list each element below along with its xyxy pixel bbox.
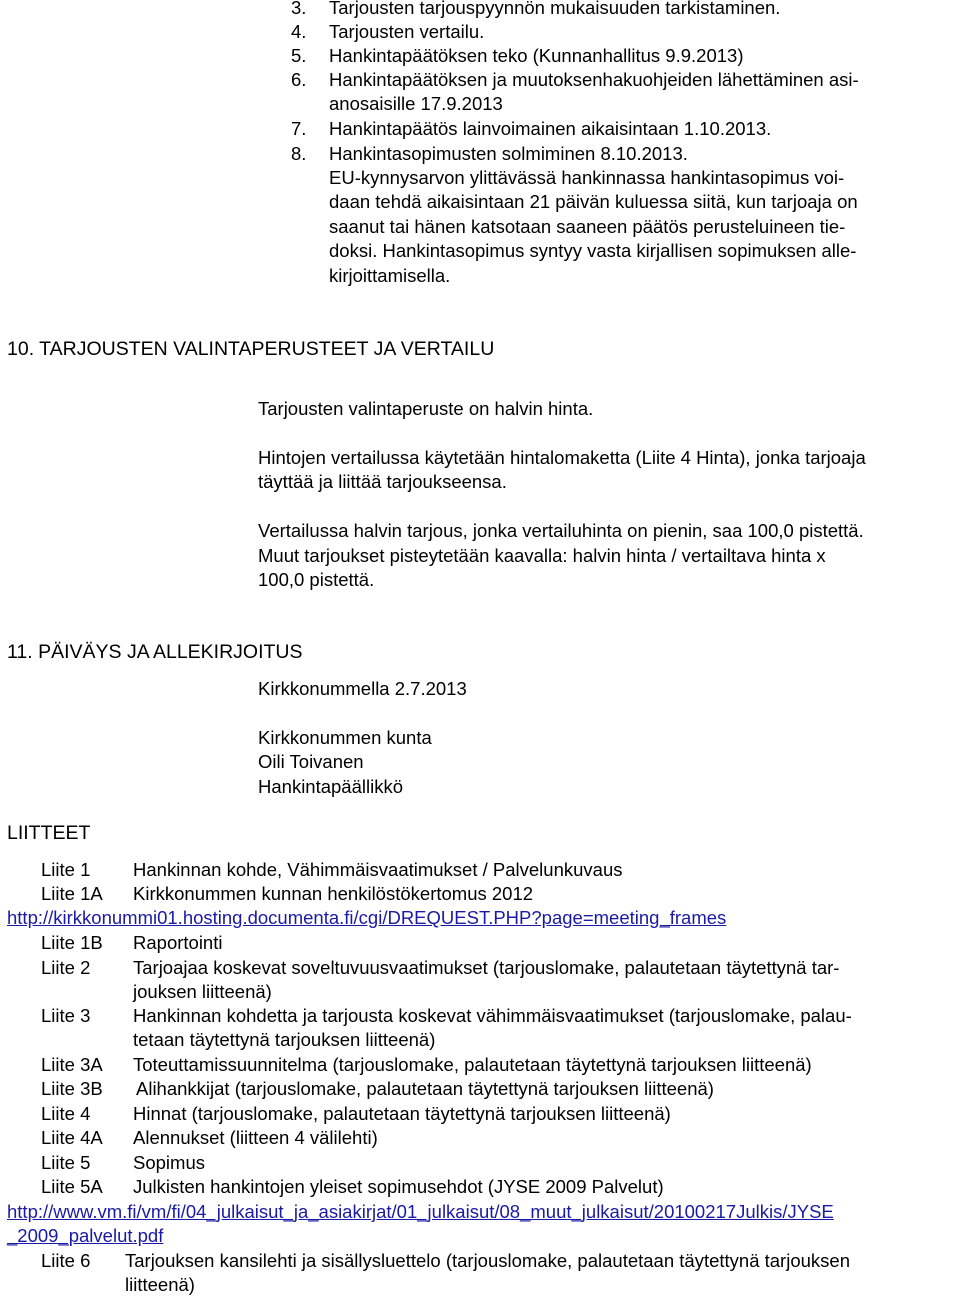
attachment-text: Tarjoajaa koskevat soveltuvuusvaatimukset (tarjouslomake, palautetaan täytettynä tar- <box>133 957 840 978</box>
section-11-heading: 11. PÄIVÄYS JA ALLEKIRJOITUS <box>7 641 303 663</box>
attachment-label: Liite 4 <box>41 1103 91 1124</box>
comparison-text-line: Hintojen vertailussa käytetään hintalomaketta (Liite 4 Hinta), jonka tarjoaja <box>258 447 866 468</box>
step-number: 6. <box>291 69 307 90</box>
documenta-link[interactable]: http://kirkkonummi01.hosting.documenta.fi/cgi/DREQUEST.PHP?page=meeting_frames <box>7 907 727 928</box>
section-10-heading: 10. TARJOUSTEN VALINTAPERUSTEET JA VERTAILU <box>7 338 495 360</box>
step-text: Hankintasopimusten solmiminen 8.10.2013. <box>329 143 688 164</box>
attachment-label: Liite 1A <box>41 883 103 904</box>
attachment-text: Alihankkijat (tarjouslomake, palautetaan täytettynä tarjouksen liitteenä) <box>136 1078 714 1099</box>
step-number: 3. <box>291 0 307 18</box>
signer-organization: Kirkkonummen kunta <box>258 727 432 748</box>
attachment-label: Liite 4A <box>41 1127 103 1148</box>
attachment-text: Tarjouksen kansilehti ja sisällysluettelo (tarjouslomake, palautetaan täytettynä tarjouksen <box>125 1250 850 1271</box>
signer-name: Oili Toivanen <box>258 751 364 772</box>
step-text: Tarjousten vertailu. <box>329 21 485 42</box>
attachment-label: Liite 3A <box>41 1054 103 1075</box>
attachment-text: Julkisten hankintojen yleiset sopimusehdot (JYSE 2009 Palvelut) <box>133 1176 664 1197</box>
attachment-text: Kirkkonummen kunnan henkilöstökertomus 2012 <box>133 883 534 904</box>
attachment-label: Liite 1B <box>41 932 103 953</box>
attachment-label: Liite 3B <box>41 1078 103 1099</box>
attachment-text: Toteuttamissuunnitelma (tarjouslomake, palautetaan täytettynä tarjouksen liitteenä) <box>133 1054 812 1075</box>
attachment-label: Liite 5A <box>41 1176 103 1197</box>
attachment-text: Alennukset (liitteen 4 välilehti) <box>133 1127 378 1148</box>
attachment-text: Raportointi <box>133 932 223 953</box>
note-line: doksi. Hankintasopimus syntyy vasta kirjallisen sopimuksen alle- <box>329 240 857 261</box>
attachment-text: Sopimus <box>133 1152 205 1173</box>
step-text: Hankintapäätöksen ja muutoksenhakuohjeiden lähettäminen asi- <box>329 69 859 90</box>
step-number: 4. <box>291 21 307 42</box>
scoring-text-line: 100,0 pistettä. <box>258 569 375 590</box>
note-line: saanut tai hänen katsotaan saaneen päätös perusteluineen tie- <box>329 216 846 237</box>
attachment-text: jouksen liitteenä) <box>133 981 272 1002</box>
scoring-text-line: Muut tarjoukset pisteytetään kaavalla: halvin hinta / vertailtava hinta x <box>258 545 826 566</box>
attachment-label: Liite 3 <box>41 1005 91 1026</box>
selection-criterion: Tarjousten valintaperuste on halvin hinta. <box>258 398 594 419</box>
signer-title: Hankintapäällikkö <box>258 776 404 797</box>
note-line: EU-kynnysarvon ylittävässä hankinnassa hankintasopimus voi- <box>329 167 845 188</box>
attachment-text: tetaan täytettynä tarjouksen liitteenä) <box>133 1029 436 1050</box>
attachment-text: Hinnat (tarjouslomake, palautetaan täytettynä tarjouksen liitteenä) <box>133 1103 671 1124</box>
step-number: 8. <box>291 143 307 164</box>
place-and-date: Kirkkonummella 2.7.2013 <box>258 678 467 699</box>
step-number: 7. <box>291 118 307 139</box>
attachment-text: Hankinnan kohde, Vähimmäisvaatimukset / Palvelunkuvaus <box>133 859 623 880</box>
attachments-heading: LIITTEET <box>7 822 91 844</box>
attachment-text: Hankinnan kohdetta ja tarjousta koskevat vähimmäisvaatimukset (tarjouslomake, palau- <box>133 1005 852 1026</box>
step-text: anosaisille 17.9.2013 <box>329 93 503 114</box>
attachment-text: liitteenä) <box>125 1274 195 1295</box>
attachment-label: Liite 2 <box>41 957 91 978</box>
step-number: 5. <box>291 45 307 66</box>
step-text: Hankintapäätöksen teko (Kunnanhallitus 9.9.2013) <box>329 45 744 66</box>
jyse-link-continuation[interactable]: _2009_palvelut.pdf <box>7 1225 164 1246</box>
attachment-label: Liite 1 <box>41 859 91 880</box>
attachment-label: Liite 5 <box>41 1152 91 1173</box>
scoring-text-line: Vertailussa halvin tarjous, jonka vertailuhinta on pienin, saa 100,0 pistettä. <box>258 520 864 541</box>
comparison-text-line: täyttää ja liittää tarjoukseensa. <box>258 471 507 492</box>
step-text: Tarjousten tarjouspyynnön mukaisuuden tarkistaminen. <box>329 0 781 18</box>
note-line: daan tehdä aikaisintaan 21 päivän kuluessa siitä, kun tarjoaja on <box>329 191 858 212</box>
note-line: kirjoittamisella. <box>329 265 451 286</box>
step-text: Hankintapäätös lainvoimainen aikaisintaan 1.10.2013. <box>329 118 772 139</box>
jyse-link[interactable]: http://www.vm.fi/vm/fi/04_julkaisut_ja_asiakirjat/01_julkaisut/08_muut_julkaisut/20100217Julkis/JYSE <box>7 1201 834 1222</box>
attachment-label: Liite 6 <box>41 1250 91 1271</box>
